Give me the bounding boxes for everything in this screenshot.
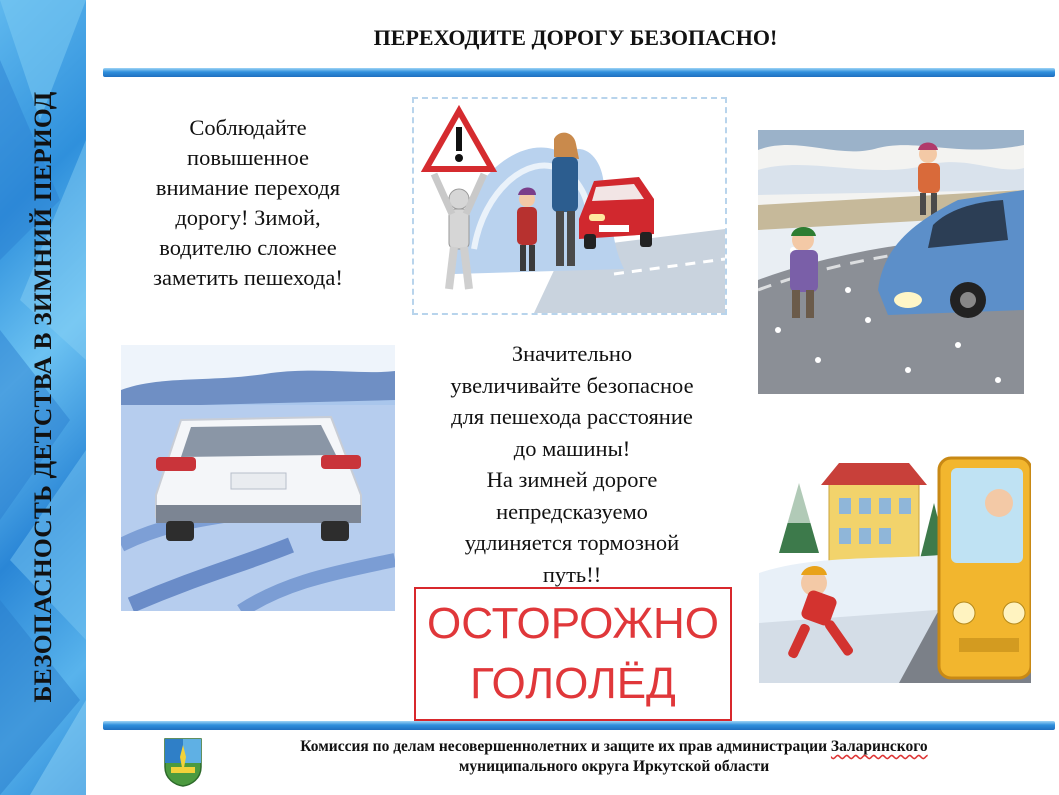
footer-line-1-prefix: Комиссия по делам несовершеннолетних и защите их прав администрации bbox=[300, 738, 831, 755]
tip-line: путь!! bbox=[542, 561, 602, 587]
tip-line: внимание переходя bbox=[155, 175, 341, 200]
tip-line: удлиняется тормозной bbox=[464, 530, 680, 555]
footer-credit bbox=[240, 737, 988, 777]
side-title: БЕЗОПАСНОСТЬ ДЕТСТВА В ЗИМНИЙ ПЕРИОД bbox=[28, 91, 57, 703]
warning-line-2: ГОЛОЛЁД bbox=[470, 659, 676, 708]
tip-line: непредсказуемо bbox=[496, 498, 648, 524]
footer-line-1 bbox=[240, 737, 988, 757]
side-banner bbox=[0, 0, 86, 795]
tip-line: для пешехода расстояние bbox=[451, 404, 693, 429]
coat-of-arms-emblem bbox=[163, 737, 203, 787]
ice-warning-sign bbox=[414, 587, 732, 721]
tip-line: водителю сложнее bbox=[159, 235, 337, 260]
illustration-car-icy-road bbox=[121, 345, 395, 611]
top-divider bbox=[103, 68, 1055, 77]
tip-line: Значительно bbox=[511, 341, 633, 366]
tip-line: Соблюдайте bbox=[189, 115, 307, 140]
tip-attention bbox=[124, 113, 372, 293]
warning-line-1: ОСТОРОЖНО bbox=[427, 599, 719, 648]
illustration-child-slipping-bus bbox=[759, 443, 1031, 683]
tip-line: повышенное bbox=[187, 145, 309, 170]
bottom-divider bbox=[103, 721, 1055, 730]
tip-line: до машины! bbox=[513, 435, 631, 461]
tip-line: заметить пешехода! bbox=[153, 265, 343, 290]
tip-line: увеличивайте безопасное bbox=[450, 372, 694, 398]
tip-line: На зимней дороге bbox=[486, 467, 658, 492]
footer-line-2: муниципального округа Иркутской области bbox=[458, 758, 770, 775]
tip-line: дорогу! Зимой, bbox=[175, 205, 321, 230]
illustration-children-blue-car bbox=[758, 130, 1024, 394]
footer-district: Заларинского bbox=[830, 738, 928, 755]
illustration-pedestrians-snowbank bbox=[412, 97, 727, 315]
tip-distance bbox=[414, 338, 730, 590]
page-title: ПЕРЕХОДИТЕ ДОРОГУ БЕЗОПАСНО! bbox=[373, 25, 778, 50]
